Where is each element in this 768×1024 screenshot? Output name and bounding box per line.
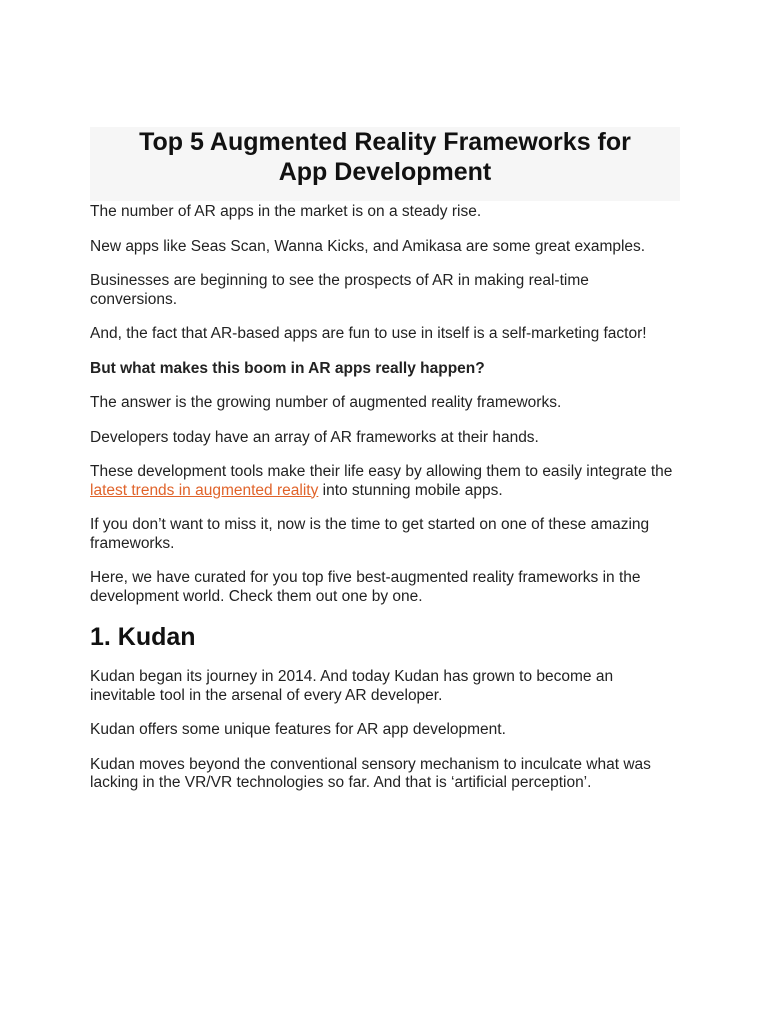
kudan-paragraph-3: Kudan moves beyond the conventional sensory mechanism to inculcate what was lacking in the VR/VR technologies so far. And that is ‘artificial perception’.: [90, 755, 651, 791]
document-title-line-2: App Development: [278, 158, 492, 186]
kudan-paragraph-1: Kudan began its journey in 2014. And today Kudan has grown to become an inevitable tool in the arsenal of every AR developer.: [90, 668, 614, 704]
title-block: [90, 127, 680, 201]
paragraph-9: If you don’t want to miss it, now is the time to get started on one of these amazing frameworks.: [90, 516, 650, 552]
section-heading-kudan: 1. Kudan: [90, 623, 196, 651]
kudan-paragraph-2: Kudan offers some unique features for AR app development.: [90, 721, 506, 738]
paragraph-10: Here, we have curated for you top five best-augmented reality frameworks in the development world. Check them out one by one.: [90, 569, 641, 605]
paragraph-4: And, the fact that AR-based apps are fun to use in itself is a self-marketing factor!: [90, 325, 647, 342]
paragraph-2: New apps like Seas Scan, Wanna Kicks, and Amikasa are some great examples.: [90, 237, 646, 255]
paragraph-8-after: into stunning mobile apps.: [318, 481, 503, 499]
paragraph-1: The number of AR apps in the market is on a steady rise.: [90, 203, 482, 220]
document-title-line-1: Top 5 Augmented Reality Frameworks for: [139, 128, 631, 156]
bold-question: But what makes this boom in AR apps really happen?: [90, 359, 485, 377]
trends-link[interactable]: latest trends in augmented reality: [90, 481, 319, 499]
paragraph-8: [90, 463, 680, 500]
paragraph-7: Developers today have an array of AR frameworks at their hands.: [90, 428, 539, 446]
paragraph-6: The answer is the growing number of augmented reality frameworks.: [90, 394, 562, 411]
document-page: [90, 127, 680, 793]
paragraph-8-before: These development tools make their life easy by allowing them to easily integrate the: [90, 463, 673, 480]
paragraph-3: Businesses are beginning to see the prospects of AR in making real-time conversions.: [90, 272, 589, 308]
